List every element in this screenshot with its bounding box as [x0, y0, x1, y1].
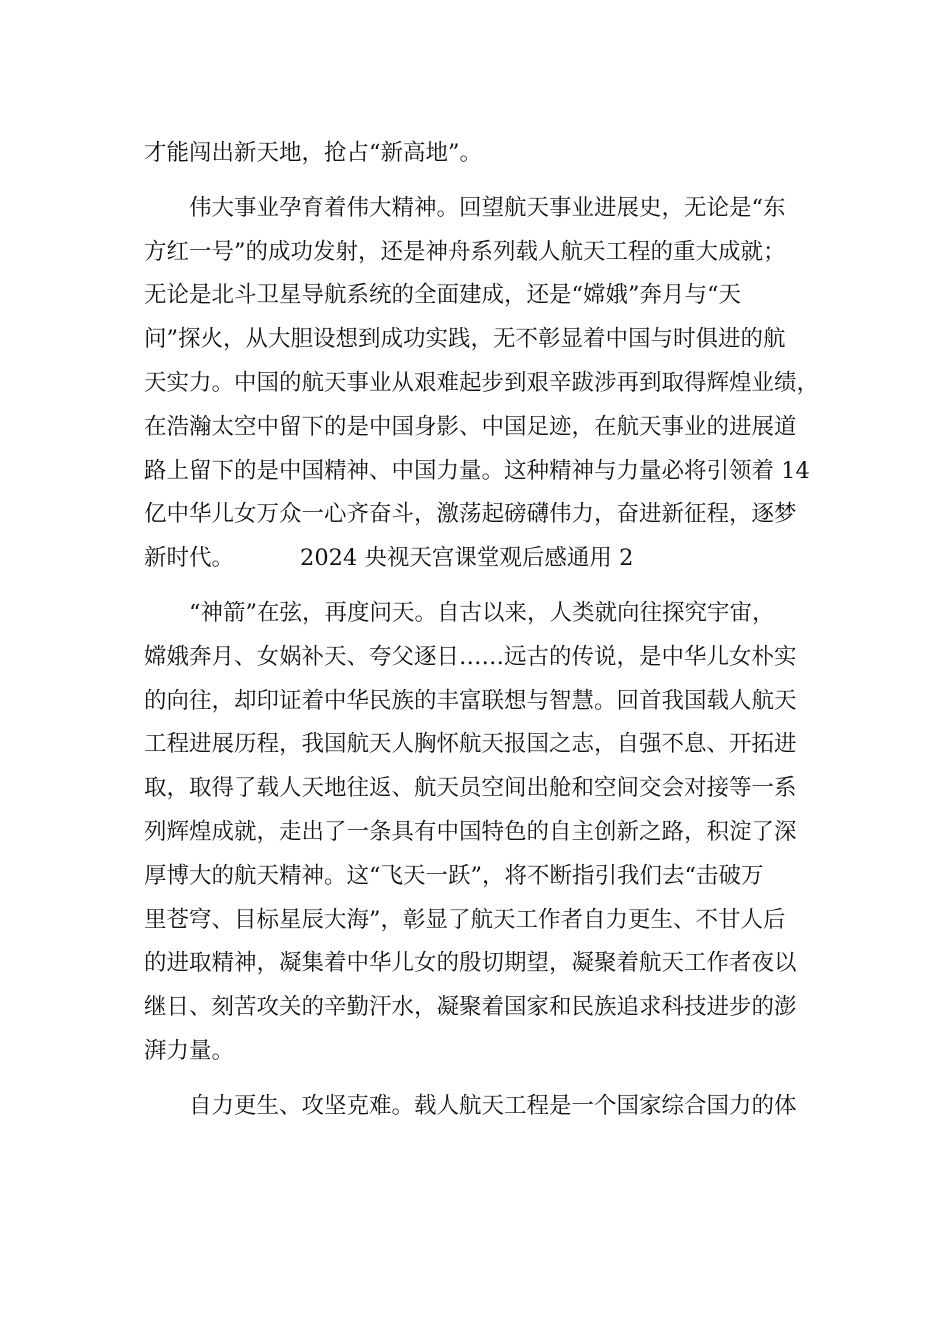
- text-line: 路上留下的是中国精神、中国力量。这种精神与力量必将引领着 14: [144, 457, 810, 484]
- section-heading: 2024 央视天宫课堂观后感通用 2: [300, 545, 634, 572]
- paragraph-1: [144, 132, 824, 176]
- text-line: 方红一号”的成功发射，还是神舟系列载人航天工程的重大成就；: [144, 238, 786, 265]
- text-line: 伟大事业孕育着伟大精神。回望航天事业进展史，无论是“东: [189, 194, 786, 221]
- paragraph-gap: [144, 1074, 824, 1085]
- document-body: [144, 132, 824, 1129]
- text-line: 嫦娥奔月、女娲补天、夸父逐日……远古的传说，是中华儿女朴实: [144, 643, 797, 670]
- text-line: 的向往，却印证着中华民族的丰富联想与智慧。回首我国载人航天: [144, 687, 797, 714]
- text-line: 里苍穹、目标星辰大海”，彰显了航天工作者自力更生、不甘人后: [144, 906, 786, 933]
- text-line: [144, 537, 824, 581]
- text-line: 在浩瀚太空中留下的是中国身影、中国足迹，在航天事业的进展道: [144, 413, 797, 440]
- text-line: 亿中华儿女万众一心齐奋斗，激荡起磅礴伟力，奋进新征程，逐梦: [144, 501, 797, 528]
- paragraph-gap: [144, 581, 824, 592]
- paragraph-end-text: 新时代。: [144, 545, 235, 572]
- text-line: 无论是北斗卫星导航系统的全面建成，还是“嫦娥”奔月与“天: [144, 282, 742, 309]
- paragraph-4: [144, 1085, 824, 1129]
- paragraph-gap: [144, 176, 824, 187]
- text-line: 的进取精神，凝集着中华儿女的殷切期望，凝聚着航天工作者夜以: [144, 950, 797, 977]
- text-line: “神箭”在弦，再度问天。自古以来，人类就向往探究宇宙，: [189, 599, 775, 626]
- text-line: 问”探火，从大胆设想到成功实践，无不彰显着中国与时俱进的航: [144, 326, 786, 353]
- text-line: 才能闯出新天地，抢占“新高地”。: [144, 140, 483, 166]
- text-line: 列辉煌成就，走出了一条具有中国特色的自主创新之路，积淀了深: [144, 818, 797, 845]
- text-line: 湃力量。: [144, 1037, 235, 1064]
- text-line: 天实力。中国的航天事业从艰难起步到艰辛跋涉再到取得辉煌业绩，: [144, 369, 820, 396]
- paragraph-2: [144, 187, 824, 581]
- text-line: 工程进展历程，我国航天人胸怀航天报国之志，自强不息、开拓进: [144, 731, 797, 758]
- text-line: 取，取得了载人天地往返、航天员空间出舱和空间交会对接等一系: [144, 775, 797, 802]
- paragraph-3: [144, 592, 824, 1074]
- text-line: 继日、刻苦攻关的辛勤汗水，凝聚着国家和民族追求科技进步的澎: [144, 994, 797, 1021]
- text-line: 自力更生、攻坚克难。载人航天工程是一个国家综合国力的体: [189, 1092, 797, 1119]
- text-line: 厚博大的航天精神。这“飞天一跃”，将不断指引我们去“击破万: [144, 862, 764, 889]
